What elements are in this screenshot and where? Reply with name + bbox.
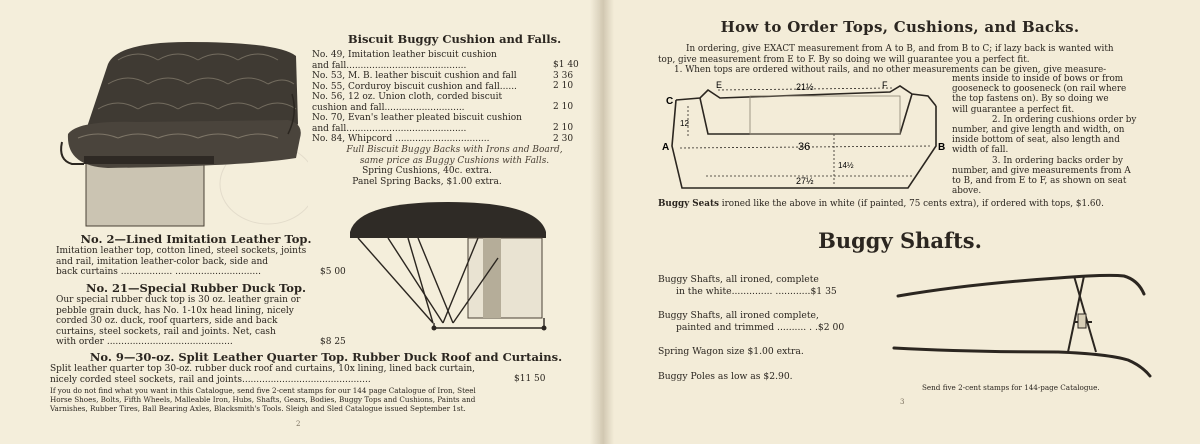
note-line: Spring Cushions, 40c. extra. <box>362 166 492 176</box>
item-text: cushion and fall............................ <box>312 102 465 113</box>
item-text: and fall.......................................... <box>312 123 467 134</box>
buggy-top-illustration <box>348 198 548 338</box>
shaft-item <box>658 310 844 334</box>
price: $8 25 <box>320 337 346 347</box>
shafts-title: Buggy Shafts. <box>818 228 982 253</box>
text-line: Buggy Shafts, all ironed complete, <box>658 310 819 321</box>
spring-wagon-line: Spring Wagon size $1.00 extra. <box>658 346 804 357</box>
item-text: and fall.......................................... <box>312 60 467 71</box>
text-line: 3. In ordering backs order by <box>992 155 1123 166</box>
text-line: ments inside to inside of bows or from <box>952 74 1124 84</box>
seats-text: ironed like the above in white (if painted, 75 cents extra), if ordered with tops, $1.60. <box>721 199 1104 209</box>
top21-title: No. 21—Special Rubber Duck Top. <box>86 281 306 295</box>
text-line: width of fall. <box>952 145 1009 156</box>
text-line: above. <box>952 186 982 197</box>
right-page <box>600 0 1200 444</box>
biscuit-item <box>312 92 550 113</box>
text-line: Imitation leather top, cotton lined, steel sockets, joints <box>56 246 307 256</box>
note-line: Full Biscuit Buggy Backs with Irons and Board, <box>346 145 563 155</box>
biscuit-item <box>312 113 550 134</box>
label-f: F <box>882 80 888 90</box>
top9-text <box>50 364 475 385</box>
text-line: pebble grain duck, has No. 1-10x head lining, nicely <box>56 305 294 316</box>
text-line: number, and give length and width, on <box>952 125 1125 136</box>
page-number: 2 <box>296 420 301 428</box>
price: $11 50 <box>514 374 546 384</box>
text-line: nicely corded steel sockets, rail and joints............................................. <box>50 374 371 385</box>
note-line: Horse Shoes, Bolts, Fifth Wheels, Malleable Iron, Hubs, Shafts, Gears, Bodies, Buggy Tops and Cushions, Paints and <box>50 395 476 404</box>
catalogue-note <box>50 386 476 413</box>
buggy-poles-line: Buggy Poles as low as $2.90. <box>658 371 793 382</box>
text-line: back curtains .................. .............................. <box>56 267 261 277</box>
biscuit-item: No. 53, M. B. leather biscuit cushion and fall <box>312 71 517 81</box>
price: 3 36 <box>553 71 574 81</box>
seat-measurement-diagram <box>660 76 950 198</box>
price: 2 10 <box>553 81 574 91</box>
top2-title: No. 2—Lined Imitation Leather Top. <box>80 232 312 246</box>
text-line: Buggy Shafts, all ironed, complete <box>658 274 819 285</box>
price: $2 00 <box>817 322 845 333</box>
label-b: B <box>938 142 946 153</box>
label-c: C <box>666 96 674 107</box>
shafts-caption: Send five 2-cent stamps for 144-page Catalogue. <box>922 383 1100 392</box>
biscuit-item: No. 55, Corduroy biscuit cushion and fall...... <box>312 81 517 92</box>
page-number: 3 <box>900 398 905 406</box>
item-text: No. 49, Imitation leather biscuit cushion <box>312 50 497 60</box>
note-line: Varnishes, Rubber Tires, Ball Bearing Axles, Blacksmith's Tools. Sleigh and Sled Catalogue issued September 1st. <box>50 404 466 413</box>
text-line: top, give measurement from E to F. By so doing we will guarantee you a perfect fit. <box>658 54 1030 65</box>
order-title: How to Order Tops, Cushions, and Backs. <box>720 18 1080 36</box>
text-line: inside bottom of seat, also length and <box>952 135 1120 146</box>
order-intro <box>658 44 1114 76</box>
text-line: and rail, imitation leather-color back, side and <box>56 256 269 267</box>
buggy-shafts-illustration <box>888 264 1158 380</box>
price: $1 40 <box>553 60 579 70</box>
top9-title: No. 9—30-oz. Split Leather Quarter Top. Rubber Duck Roof and Curtains. <box>89 350 563 364</box>
biscuit-item: No. 84, Whipcord ................................. <box>312 134 490 144</box>
item-text: No. 56, 12 oz. Union cloth, corded biscuit <box>312 92 503 102</box>
biscuit-cushion-illustration <box>48 34 308 230</box>
text-line: curtains, steel sockets, rail and joints. Net, cash <box>56 326 276 337</box>
seats-label: Buggy Seats <box>658 199 719 209</box>
top21-text <box>56 295 300 348</box>
item-text: No. 70, Evan's leather pleated biscuit cushion <box>312 113 522 123</box>
order-paragraphs <box>952 74 1136 196</box>
biscuit-extras <box>312 166 542 187</box>
dim-side: 12 <box>680 119 689 128</box>
text-line: to B, and from E to F, as shown on seat <box>952 176 1127 187</box>
price: 2 10 <box>553 102 574 112</box>
top2-text <box>56 246 306 278</box>
note-line: If you do not find what you want in this Catalogue, send five 2-cent stamps for our 144 page Catalogue of Iron, Steel <box>50 386 476 395</box>
shaft-item <box>658 274 837 298</box>
biscuit-title: Biscuit Buggy Cushion and Falls. <box>347 32 562 46</box>
text-line: in the white.............. ............ <box>676 286 811 297</box>
text-line: In ordering, give EXACT measurement from A to B, and from B to C; if lazy back is wanted with <box>686 44 1114 54</box>
price: 2 30 <box>553 134 574 144</box>
note-line: same price as Buggy Cushions with Falls. <box>359 155 550 166</box>
dim-height: 14½ <box>838 161 854 170</box>
text-line: 2. In ordering cushions order by <box>992 114 1137 125</box>
text-line: number, and give measurements from A <box>952 165 1131 176</box>
text-line: the top fastens on). By so doing we <box>952 94 1109 105</box>
text-line: Split leather quarter top 30-oz. rubber duck roof and curtains, 10x lining, lined back curtain, <box>50 364 476 374</box>
biscuit-note <box>312 145 597 166</box>
biscuit-item <box>312 50 550 71</box>
text-line: corded 30 oz. duck, roof quarters, side and back <box>56 316 278 326</box>
price: $5 00 <box>320 267 346 277</box>
text-line: 1. When tops are ordered without rails, and no other measurements can be given, give measure- <box>674 65 1107 75</box>
text-line: gooseneck to gooseneck (on rail where <box>952 84 1127 95</box>
dim-middle: 36 <box>798 141 811 153</box>
buggy-seats-line <box>658 199 1104 210</box>
label-a: A <box>662 142 670 153</box>
price: 2 10 <box>553 123 574 133</box>
label-e: E <box>716 80 723 90</box>
text-line: painted and trimmed .......... . . <box>676 322 818 333</box>
text-line: Our special rubber duck top is 30 oz. leather grain or <box>56 295 301 305</box>
dim-bottom: 27½ <box>796 176 814 186</box>
text-line: will guarantee a perfect fit. <box>952 104 1075 115</box>
dim-top: 21½ <box>796 82 814 92</box>
note-line: Panel Spring Backs, $1.00 extra. <box>352 176 502 187</box>
book-gutter <box>590 0 614 444</box>
text-line: with order ............................................ <box>56 337 233 347</box>
price: $1 35 <box>810 286 837 297</box>
biscuit-list <box>312 50 550 145</box>
